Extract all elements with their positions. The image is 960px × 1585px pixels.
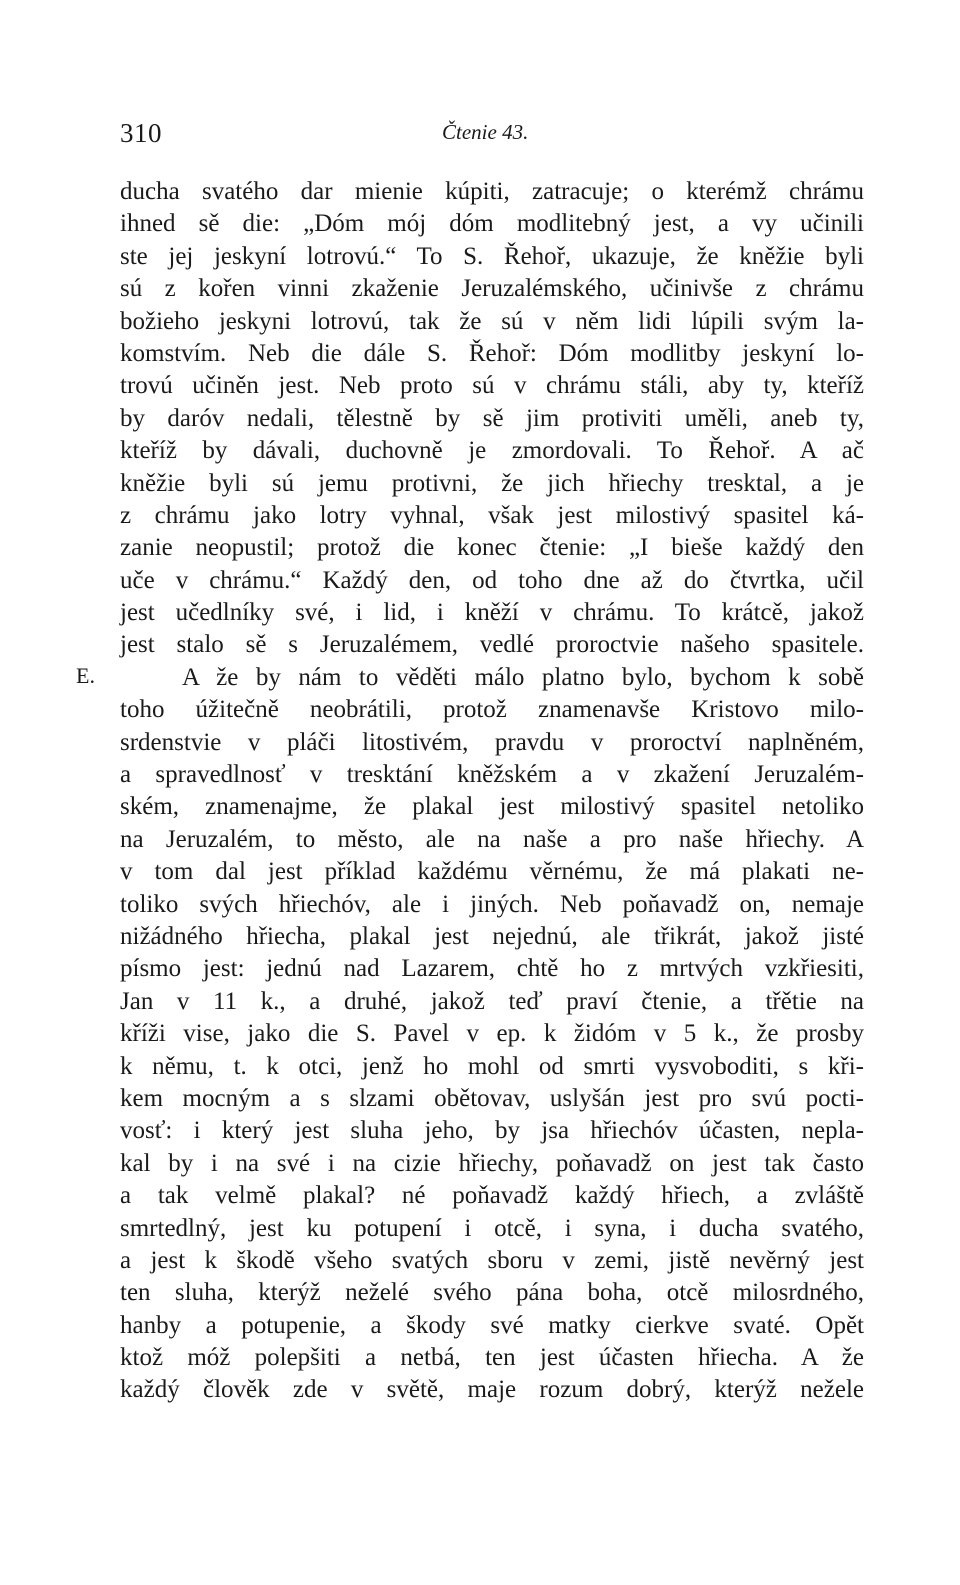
text-line: a tak velmě plakal? né poňavadž každý hřiech, a zvláště	[120, 1182, 864, 1210]
text-line: uče v chrámu.“ Každý den, od toho dne až do čtvrtka, učil	[120, 566, 864, 594]
text-line: toho úžitečně neobrátili, protož znamenavše Kristovo milo-	[120, 696, 864, 724]
text-line: ihned sě die: „Dóm mój dóm modlitebný jest, a vy učinili	[120, 210, 864, 238]
text-line: trovú učiněn jest. Neb proto sú v chrámu stáli, aby ty, kteříž	[120, 372, 864, 400]
text-line: zanie neopustil; protož die konec čtenie: „I bieše každý den	[120, 534, 864, 562]
text-line: kříži vise, jako die S. Pavel v ep. k židóm v 5 k., že prosby	[120, 1020, 864, 1048]
body-text	[120, 176, 864, 1407]
text-line: a jest k škodě všeho svatých sboru v zemi, jistě nevěrný jest	[120, 1246, 864, 1274]
text-line: k němu, t. k otci, jenž ho mohl od smrti vysvoboditi, s kři-	[120, 1052, 864, 1080]
text-line: kněžie byli sú jemu protivni, že jich hřiechy tresktal, a je	[120, 469, 864, 497]
text-line: toliko svých hřiechóv, ale i jiných. Neb poňavadž on, nemaje	[120, 890, 864, 918]
text-line: každý člověk zde v světě, maje rozum dobrý, kterýž nežele	[120, 1376, 864, 1404]
text-line: z chrámu jako lotry vyhnal, však jest milostivý spasitel ká-	[120, 501, 864, 529]
running-head: Čtenie 43.	[442, 120, 529, 144]
text-line: písmo jest: jednú nad Lazarem, chtě ho z mrtvých vzkřiesiti,	[120, 955, 864, 983]
text-line: jest učedlníky své, i lid, i kněží v chrámu. To krátcě, jakož	[120, 599, 864, 627]
text-line: v tom dal jest příklad každému věrnému, že má plakati ne-	[120, 858, 864, 886]
text-line: kal by i na své i na cizie hřiechy, poňavadž on jest tak často	[120, 1149, 864, 1177]
text-line: ten sluha, kterýž neželé svého pána boha, otcě milosrdného,	[120, 1279, 864, 1307]
page-header	[120, 118, 866, 158]
text-line: božieho jeskyni lotrovú, tak že sú v něm lidi lúpili svým la-	[120, 307, 864, 335]
text-line: komstvím. Neb die dále S. Řehoř: Dóm modlitby jeskyní lo-	[120, 339, 864, 367]
text-line: hanby a potupenie, a škody své matky cierkve svaté. Opět	[120, 1311, 864, 1339]
text-line: smrtedlný, jest ku potupení i otcě, i syna, i ducha svatého,	[120, 1214, 864, 1242]
text-line: ském, znamenajme, že plakal jest milostivý spasitel netoliko	[120, 793, 864, 821]
text-line: a spravedlnosť v tresktání kněžském a v zkažení Jeruzalém-	[120, 761, 864, 789]
text-line: A že by nám to věděti málo platno bylo, bychom k sobě	[182, 663, 864, 691]
text-line: vosť: i který jest sluha jeho, by jsa hřiechóv účasten, nepla-	[120, 1117, 864, 1145]
text-line: kteříž by dávali, duchovně je zmordovali. To Řehoř. A ač	[120, 437, 864, 465]
text-line: srdenstvie v pláči litostivém, pravdu v proroctví naplněném,	[120, 728, 864, 756]
text-line: nižádného hřiecha, plakal jest nejednú, ale třikrát, jakož jisté	[120, 922, 864, 950]
text-line: sú z kořen vinni zkaženie Jeruzalémského, učinivše z chrámu	[120, 275, 864, 303]
text-line: Jan v 11 k., a druhé, jakož teď praví čtenie, a třětie na	[120, 987, 864, 1015]
text-line: by daróv nedali, tělestně by sě jim protiviti uměli, aneb ty,	[120, 404, 864, 432]
text-line: kem mocným a s slzami obětovav, uslyšán jest pro svú pocti-	[120, 1084, 864, 1112]
text-line: na Jeruzalém, to město, ale na naše a pro naše hřiechy. A	[120, 825, 864, 853]
text-line: jest stalo sě s Jeruzalémem, vedlé proroctvie našeho spasitele.	[120, 631, 864, 659]
margin-section-mark: E.	[76, 663, 95, 688]
text-line: ste jej jeskyní lotrovú.“ To S. Řehoř, ukazuje, že kněžie byli	[120, 242, 864, 270]
text-line: ktož móž polepšiti a netbá, ten jest účasten hřiecha. A že	[120, 1344, 864, 1372]
text-line: ducha svatého dar mienie kúpiti, zatracuje; o kterémž chrámu	[120, 178, 864, 205]
page-number: 310	[120, 118, 162, 148]
